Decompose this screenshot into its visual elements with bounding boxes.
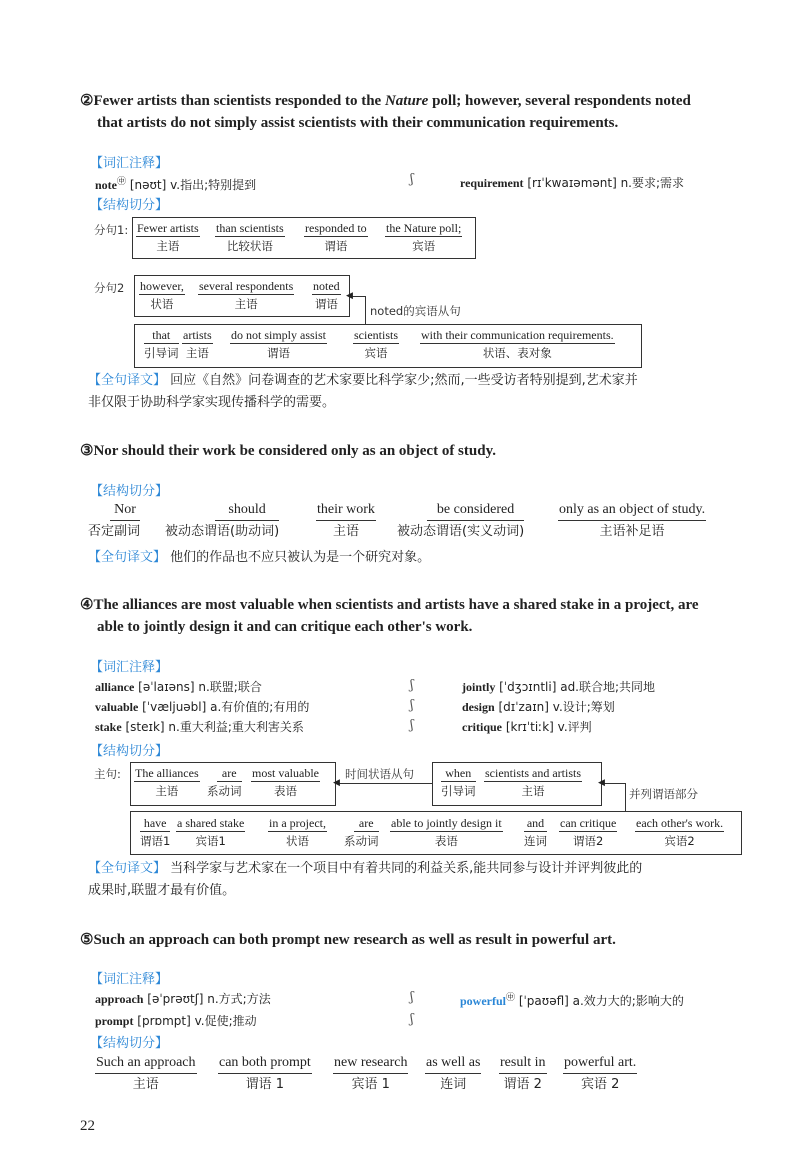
clause-2-segment: however, 状语 [140,279,184,311]
connector-line [625,783,626,811]
sentence-2-line2: that artists do not simply assist scientists with their communication requirements. [97,115,619,131]
sentence-2: ②Fewer artists than scientists responded to the Nature poll; however, several respondents noted [80,93,691,109]
sentence-number: ④ [80,597,94,613]
connector-line [336,783,432,784]
structure-segment: result in 谓语 2 [500,1055,546,1092]
predicate-segment: able to jointly design it 表语 [391,816,502,848]
clause-3-segment: artists 主语 [183,328,212,360]
sentence-number: ③ [80,443,94,459]
clause-2-note: noted的宾语从句 [370,304,461,318]
arrow-left-icon: ◀ [333,778,340,788]
translation-line2: 非仅限于协助科学家实现传播科学的需要。 [88,395,336,410]
translation: 【全句译文】 回应《自然》问卷调查的艺术家要比科学家少;然而,一些受访者特别提到,艺术家并 [88,373,638,388]
clause-3-segment: that 引导词 [144,328,179,360]
vocab-entry-critique: critique [krɪˈtiːk] v.评判 [462,720,592,734]
structure-label: 【结构切分】 [90,198,169,213]
divider-glyph: ʃ [410,990,414,1005]
parallel-predicate-note: 并列谓语部分 [629,787,698,801]
adverbial-clause-note: 时间状语从句 [345,767,414,781]
structure-segment: can both prompt 谓语 1 [219,1055,311,1092]
sentence-4-line2: able to jointly design it and can critique each other's work. [97,619,473,635]
vocab-entry-requirement: requirement [rɪˈkwaɪəmənt] n.要求;需求 [460,176,685,190]
clause-2-label: 分句2 [94,281,125,295]
clause-1-segment: than scientists 比较状语 [216,221,284,253]
translation-line2: 成果时,联盟才最有价值。 [88,883,236,898]
clause-2-segment: several respondents 主语 [199,279,294,311]
sentence-number: ⑤ [80,932,94,948]
structure-segment: be considered 被动态谓语(实义动词) [397,502,525,539]
predicate-segment: can critique 谓语2 [560,816,617,848]
structure-segment: new research 宾语 1 [334,1055,408,1092]
predicate-segment: a shared stake 宾语1 [177,816,245,848]
predicate-segment: and 连词 [524,816,547,848]
clause-2-segment: noted 谓语 [313,279,340,311]
clause-1-label: 分句1: [94,223,129,237]
sentence-number: ② [80,93,94,109]
main-clause-label: 主句: [94,767,121,781]
predicate-segment: each other's work. 宾语2 [636,816,724,848]
sentence-5: ⑤Such an approach can both prompt new research as well as result in powerful art. [80,932,616,948]
predicate-segment: in a project, 状语 [269,816,326,848]
structure-segment: only as an object of study. 主语补足语 [559,502,706,539]
vocab-entry-design: design [dɪˈzaɪn] v.设计;筹划 [462,700,615,714]
divider-glyph: ʃ [410,172,414,187]
sentence-3: ③Nor should their work be considered only as an object of study. [80,443,496,459]
structure-label: 【结构切分】 [90,1036,169,1051]
main-clause-segment: are 系动词 [207,766,242,798]
structure-label: 【结构切分】 [90,484,169,499]
arrow-left-icon: ◀ [598,778,605,788]
vocab-entry-alliance: alliance [əˈlaɪəns] n.联盟;联合 [95,680,262,694]
clause-3-segment: scientists 宾语 [354,328,398,360]
vocab-label: 【词汇注释】 [90,660,169,675]
translation: 【全句译文】 他们的作品也不应只被认为是一个研究对象。 [88,550,431,565]
connector-line [365,296,366,325]
divider-glyph: ʃ [410,1012,414,1027]
structure-segment: Such an approach 主语 [96,1055,196,1092]
structure-segment: powerful art. 宾语 2 [564,1055,637,1092]
clause-3-segment: with their communication requirements. 状语、表对象 [421,328,614,360]
divider-glyph: ʃ [410,678,414,693]
main-clause-segment: The alliances 主语 [135,766,199,798]
structure-segment: as well as 连词 [426,1055,481,1092]
arrow-left-icon: ◀ [346,291,353,301]
main-clause-segment: most valuable 表语 [252,766,319,798]
predicate-segment: have 谓语1 [140,816,171,848]
clause-1-segment: responded to 谓语 [305,221,367,253]
vocab-entry-note: note㊥ [nəʊt] v.指出;特别提到 [95,176,257,192]
adverbial-clause-segment: when 引导词 [441,766,476,798]
divider-glyph: ʃ [410,718,414,733]
translation: 【全句译文】 当科学家与艺术家在一个项目中有着共同的利益关系,能共同参与设计并评判彼此的 [88,861,643,876]
structure-segment: should 被动态谓语(助动词) [165,502,280,539]
structure-segment: Nor 否定副词 [88,502,141,539]
structure-segment: their work 主语 [317,502,375,539]
vocab-label: 【词汇注释】 [90,156,169,171]
clause-1-segment: Fewer artists 主语 [137,221,199,253]
vocab-entry-approach: approach [əˈprəʊtʃ] n.方式;方法 [95,992,271,1006]
sentence-4: ④The alliances are most valuable when scientists and artists have a shared stake in a project, are [80,597,699,613]
predicate-segment: are 系动词 [344,816,379,848]
structure-label: 【结构切分】 [90,744,169,759]
vocab-label: 【词汇注释】 [90,972,169,987]
vocab-entry-stake: stake [steɪk] n.重大利益;重大利害关系 [95,720,304,734]
adverbial-clause-segment: scientists and artists 主语 [485,766,581,798]
vocab-entry-prompt: prompt [prɒmpt] v.促使;推动 [95,1014,257,1028]
clause-1-segment: the Nature poll; 宾语 [386,221,462,253]
vocab-entry-valuable: valuable [ˈvæljuəbl] a.有价值的;有用的 [95,700,310,714]
vocab-entry-jointly: jointly [ˈdʒɔɪntli] ad.联合地;共同地 [462,680,656,694]
divider-glyph: ʃ [410,698,414,713]
clause-3-segment: do not simply assist 谓语 [231,328,327,360]
vocab-entry-powerful: powerful㊥ [ˈpaʊəfl] a.效力大的;影响大的 [460,992,684,1008]
page-number: 22 [80,1118,95,1134]
